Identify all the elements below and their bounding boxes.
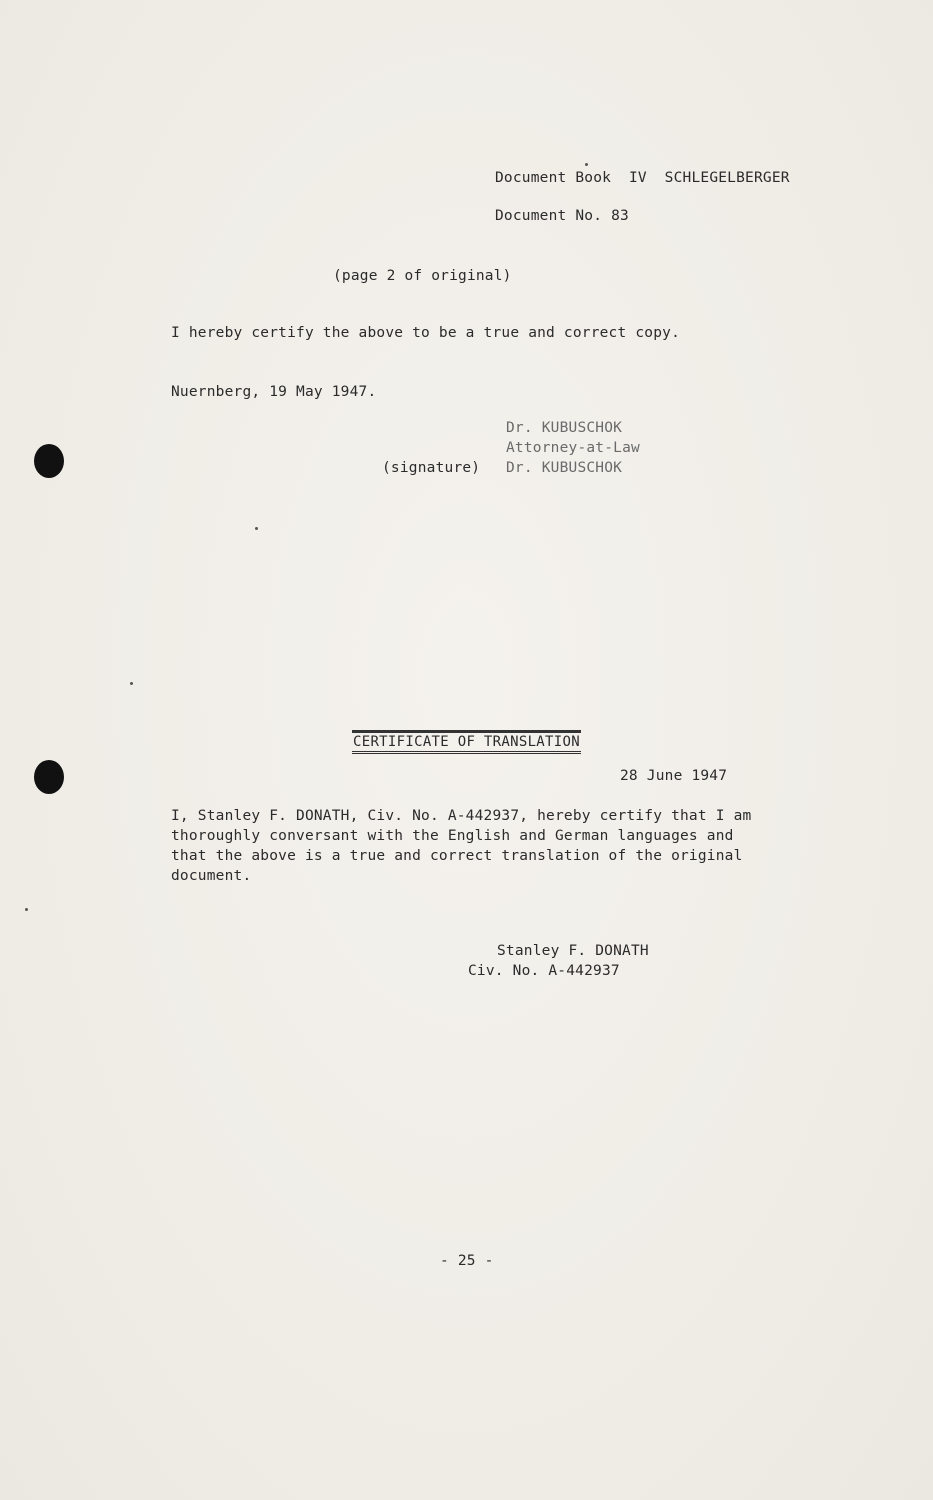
page-reference: (page 2 of original)	[333, 268, 512, 284]
translation-body-line: I, Stanley F. DONATH, Civ. No. A-442937, hereby certify that I am	[171, 808, 752, 824]
place-date: Nuernberg, 19 May 1947.	[171, 384, 377, 400]
translation-body-line: document.	[171, 868, 252, 884]
paper-speck	[255, 527, 258, 530]
paper-speck	[130, 682, 133, 685]
paper-speck	[25, 908, 28, 911]
translation-body-line: thoroughly conversant with the English and German languages and	[171, 828, 734, 844]
translator-name: Stanley F. DONATH	[497, 943, 649, 959]
translation-heading: CERTIFICATE OF TRANSLATION	[352, 730, 581, 754]
document-number: Document No. 83	[495, 208, 629, 224]
translator-civ-number: Civ. No. A-442937	[468, 963, 620, 979]
certification-statement: I hereby certify the above to be a true and correct copy.	[171, 325, 680, 341]
signature-name: Dr. KUBUSCHOK	[506, 460, 623, 476]
document-book-line: Document Book IV SCHLEGELBERGER	[495, 170, 790, 186]
signer-name: Dr. KUBUSCHOK	[506, 420, 623, 436]
paper-speck	[585, 163, 588, 166]
signer-title: Attorney-at-Law	[506, 440, 640, 456]
translation-date: 28 June 1947	[620, 768, 728, 784]
punch-hole-bottom	[34, 760, 64, 794]
page-number: - 25 -	[440, 1253, 494, 1269]
signature-label: (signature)	[382, 460, 481, 476]
punch-hole-top	[34, 444, 64, 478]
translation-body-line: that the above is a true and correct translation of the original	[171, 848, 743, 864]
